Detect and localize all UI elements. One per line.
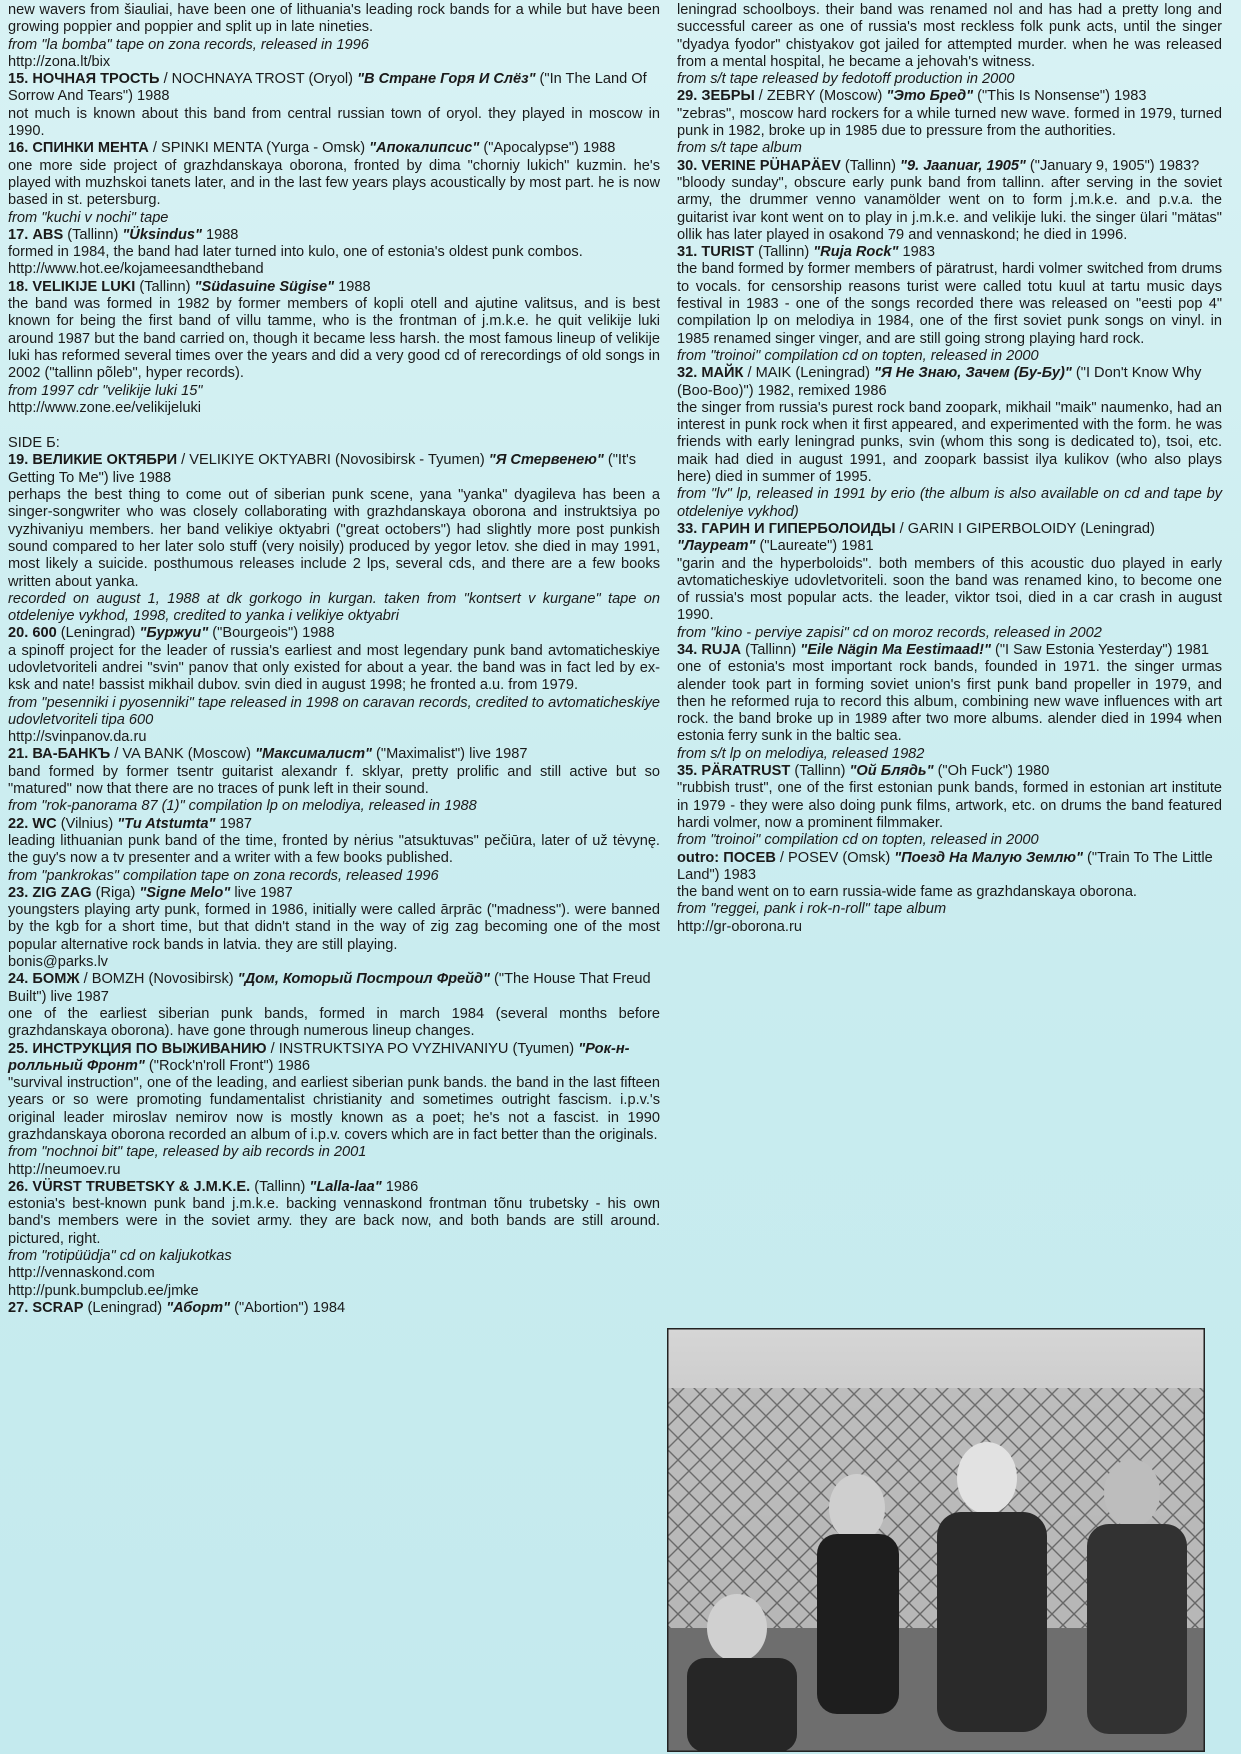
band-name: ИНСТРУКЦИЯ ПО ВЫЖИВАНИЮ [32,1040,267,1057]
track-source: from "pankrokas" compilation tape on zona records, released 1996 [8,867,439,884]
track-heading [8,227,660,244]
track-entry [8,435,660,452]
track-number: 34. [677,641,698,658]
song-title: "Буржуи" [139,625,209,642]
band-origin: (Tallinn) [840,157,901,174]
track-description: leningrad schoolboys. their band was renamed nol and has had a pretty long and successful career as one of russia's most reckless folk punk acts, until the singer "dyadya fyodor" chistyakov got jailed for attempted murder. when he was released from a mental hospital, he became a jehovah's witness. [677,2,1222,70]
track-entry [677,763,1222,849]
track-number: outro: [677,849,720,866]
band-name: WC [32,815,57,832]
track-number: 16. [8,140,29,157]
track-number: 15. [8,71,29,88]
band-origin: / NOCHNAYA TROST (Oryol) [159,71,358,88]
band-origin: / ZEBRY (Moscow) [754,88,887,105]
track-number: 21. [8,746,29,763]
song-translation: ("Apocalypse") 1988 [479,140,616,157]
track-heading [8,816,660,833]
band-name: НОЧНАЯ ТРОСТЬ [32,71,160,88]
band-origin: (Riga) [91,884,140,901]
band-name: ЗЕБРЫ [701,88,755,105]
track-source: from "troinoi" compilation cd on topten, released in 2000 [677,347,1039,364]
track-number: 23. [8,884,29,901]
band-origin: / MAIK (Leningrad) [743,365,875,382]
track-entry [8,452,660,625]
song-title: "9. Jaanuar, 1905" [900,157,1026,174]
track-entry [8,885,660,971]
band-name: SCRAP [32,1299,84,1316]
track-link[interactable]: http://www.hot.ee/kojameesandtheband [8,261,264,278]
track-entry [8,227,660,279]
track-entry [8,140,660,226]
track-description: new wavers from šiauliai, have been one of lithuania's leading rock bands for a while but have been growing poppier and poppier and split up in late nineties. [8,2,660,36]
track-source: from "troinoi" compilation cd on topten, released in 2000 [677,832,1039,849]
song-translation: 1988 [334,278,371,295]
side-heading: SIDE Б: [8,435,60,452]
track-source: from "reggei, pank i rok-n-roll" tape album [677,901,947,918]
track-description: youngsters playing arty punk, formed in 1986, initially were called ārprāc ("madness"). were banned by the kgb for a short time, but that didn't stand in the way of zig zag becoming one of the most popular alternative rock bands in latvia. they are still playing. [8,902,660,953]
track-heading [677,642,1222,659]
track-description: the singer from russia's purest rock band zoopark, mikhail "maik" naumenko, had an interest in punk rock when it first appeared, and experimented with the form. he was friends with early leningrad punks, svin (whom this song is dedicated to), tsoi, etc. maik had died in august 1991, and zoopark bassist ilya kulikov (who also plays here) died in summer of 1995. [677,399,1222,486]
song-translation: 1987 [215,815,252,832]
band-origin: (Leningrad) [56,625,140,642]
song-title: "Рок-н-ролльный Фронт" [8,1040,630,1074]
song-translation: ("I Don't Know Why (Boo-Boo)") 1982, remixed 1986 [677,365,1202,399]
track-source: from "kuchi v nochi" tape [8,209,169,226]
song-title: "Аборт" [166,1299,231,1316]
track-description: the band formed by former members of päratrust, hardi volmer switched from drums to vocals. for censorship reasons turist were called totu kuul at tartu music days festival in 1983 - one of the songs recorded there was released on "eesti pop 4" compilation lp on melodiya in 1984, one of the first soviet punk songs on vinyl. in 1985 renamed singer vinger, and are still going strong playing hard rock. [677,261,1222,347]
song-translation: ("The House That Freud Built") live 1987 [8,971,651,1005]
track-number: 29. [677,88,698,105]
track-description: leading lithuanian punk band of the time, fronted by nėrius "atsuktuvas" pečiūra, later of už tėvynę. the guy's now a tv presenter and a writer with a few books published. [8,832,660,867]
band-name: RUJA [701,641,742,658]
band-name: 600 [32,625,57,642]
track-description: formed in 1984, the band had later turned into kulo, one of estonia's oldest punk combos. [8,244,583,261]
song-translation: ("January 9, 1905") 1983? [1025,157,1200,174]
song-translation: ("Bourgeois") 1988 [208,625,335,642]
track-number: 31. [677,244,698,261]
song-translation: ("I Saw Estonia Yesterday") 1981 [990,641,1209,658]
song-translation: ("Train To The Little Land") 1983 [677,849,1213,883]
band-origin: (Tallinn) [754,244,814,261]
song-translation: ("Oh Fuck") 1980 [933,763,1050,780]
band-origin: / GARIN I GIPERBOLOIDY (Leningrad) [895,520,1155,537]
track-source: recorded on august 1, 1988 at dk gorkogo in kurgan. taken from "kontsert v kurgane" tape on otdeleniye vykhod, 1998, credited to yanka i velikiye oktyabri [8,590,660,625]
song-translation: 1988 [201,226,239,243]
track-entry [8,279,660,417]
band-origin: / VA BANK (Moscow) [110,746,256,763]
song-title: "Ой Блядь" [849,763,934,780]
track-description: perhaps the best thing to come out of siberian punk scene, yana "yanka" dyagileva has been a singer-songwriter who was closely collaborating with grazhdanskaya oborona and instruktsiya po vyzhivaniyu members. her band velikiye oktyabri ("great octobers") had slightly more post punkish sound compared to her later solo stuff (very noisily) produced by yegor letov. she died in may 1991, most likely a suicide. posthumous releases include 2 lps, several cds, and there are a few books written about yanka. [8,487,660,590]
track-heading [8,452,660,487]
band-name: ВЕЛИКИЕ ОКТЯБРИ [32,452,178,469]
track-heading [8,1179,660,1196]
track-source: from "kino - perviye zapisi" cd on moroz records, released in 2002 [677,624,1102,641]
band-name: VERINE PÜHAPÄEV [701,157,841,174]
track-heading [677,365,1222,400]
track-heading [677,158,1222,175]
track-source: from s/t lp on melodiya, released 1982 [677,745,925,762]
track-heading [8,1041,660,1076]
track-heading [8,140,660,157]
band-origin: (Tallinn) [63,226,123,243]
track-description: the band went on to earn russia-wide fame as grazhdanskaya oborona. [677,884,1137,901]
track-heading [677,244,1222,261]
song-title: "Üksindus" [122,226,202,243]
track-link[interactable]: http://neumoev.ru [8,1161,121,1178]
track-heading [8,279,660,296]
track-description: not much is known about this band from central russian town of oryol. they played in moscow in 1990. [8,105,660,140]
track-entry [8,1300,660,1317]
band-name: СПИНКИ МЕНТА [32,140,149,157]
band-origin: (Tallinn) [741,641,801,658]
track-description: one of the earliest siberian punk bands, formed in march 1984 (several months before grazhdanskaya oborona). have gone through numerous lineup changes. [8,1005,660,1040]
track-heading [8,885,660,902]
band-origin: / BOMZH (Novosibirsk) [79,971,238,988]
track-number: 30. [677,157,698,174]
band-photo [667,1328,1205,1752]
song-translation: live 1987 [230,884,293,901]
song-translation: ("This Is Nonsense") 1983 [973,88,1147,105]
track-entry [677,642,1222,763]
track-source: from "lv" lp, released in 1991 by erio (the album is also available on cd and tape by otdeleniye vykhod) [677,486,1222,520]
track-number: 17. [8,226,29,243]
track-link[interactable]: http://zona.lt/bix [8,53,111,70]
track-number: 20. [8,625,29,642]
band-name: VELIKIJE LUKI [32,278,136,295]
song-title: "Eile Nägin Ma Eestimaad!" [800,641,991,658]
track-number: 32. [677,365,698,382]
track-link[interactable]: http://gr-oborona.ru [677,918,802,935]
band-origin: (Tallinn) [135,278,195,295]
song-translation: ("In The Land Of Sorrow And Tears") 1988 [8,71,647,105]
track-source: from "la bomba" tape on zona records, released in 1996 [8,36,369,53]
track-heading [8,71,660,106]
track-number: 27. [8,1299,29,1316]
track-heading [8,971,660,1006]
band-name: PÄRATRUST [701,763,791,780]
track-entry [677,88,1222,157]
track-entry [8,746,660,815]
track-heading [8,746,660,763]
band-name: TURIST [701,244,755,261]
track-description: "rubbish trust", one of the first estonian punk bands, formed in estonian art institute in 1979 - they were also doing punk films, artwork, etc. on drums the band featured hardi volmer, now a prominent filmmaker. [677,780,1222,831]
song-title: "Максималист" [255,746,372,763]
track-number: 35. [677,763,698,780]
band-name: БОМЖ [32,971,80,988]
song-title: "Südasuine Sügise" [194,278,335,295]
track-number: 18. [8,278,29,295]
track-description: "garin and the hyperboloids". both members of this acoustic duo played in early avtomaticheskiye udovletvoriteli. soon the band was renamed kino, to become one of russia's most popular acts. the leader, viktor tsoi, died in a car crash in august 1990. [677,555,1222,624]
song-title: "Signe Melo" [139,884,231,901]
song-title: "Это Бред" [886,88,974,105]
track-source: from "nochnoi bit" tape, released by aib records in 2001 [8,1144,367,1161]
band-origin: (Leningrad) [83,1299,167,1316]
band-origin: / SPINKI MENTA (Yurga - Omsk) [148,140,370,157]
song-title: "Lalla-laa" [309,1178,382,1195]
track-heading [677,850,1222,885]
band-name: ZIG ZAG [32,884,92,901]
track-link[interactable]: http://www.zone.ee/velikijeluki [8,399,202,416]
band-name: VÜRST TRUBETSKY & J.M.K.E. [32,1178,251,1195]
track-number: 25. [8,1040,29,1057]
track-description: "survival instruction", one of the leading, and earliest siberian punk bands. the band in the last fifteen years or so were promoting fundamentalist christianity and sometimes outright fascism. i.p.v.'s original leader miroslav nemirov now is mostly known as a poet; he's not a fascist. in 1990 grazhdanskaya oborona recorded an album of i.p.v. covers which are in fact better than the originals. [8,1075,660,1143]
band-origin: (Vilnius) [56,815,118,832]
track-description: one of estonia's most important rock bands, founded in 1971. the singer urmas alender took part in forming soviet union's first punk band propeller in 1979, and then he reformed ruja to record this album, combining new wave influences with art rock. the band broke up in 1989 after two more albums. alender died in 1994 when estonia ferry sunk in the baltic sea. [677,659,1222,745]
track-entry [677,244,1222,365]
track-description: estonia's best-known punk band j.m.k.e. backing vennaskond frontman tõnu trubetsky - his own band's members were in the soviet army. they are back now, and both bands are still around. pictured, right. [8,1196,660,1247]
band-name: МАЙК [701,365,744,382]
song-title: "Tu Atstumta" [117,815,216,832]
track-entry [677,850,1222,936]
track-entry [8,816,660,885]
track-source: from s/t tape album [677,140,802,157]
track-source: from "pesenniki i pyosenniki" tape released in 1998 on caravan records, credited to avtomaticheskiye udovletvoriteli tipa 600 [8,694,660,728]
band-name: ГАРИН И ГИПЕРБОЛОИДЫ [701,520,896,537]
track-source: from s/t tape released by fedotoff production in 2000 [677,71,1015,88]
song-title: "Апокалипсис" [369,140,480,157]
track-entry [8,971,660,1040]
song-translation: 1986 [381,1178,419,1195]
track-link[interactable]: http://svinpanov.da.ru [8,729,147,746]
song-translation: 1983 [898,244,936,261]
track-entry [677,2,1222,88]
band-name: ПОСЕВ [723,849,776,866]
song-translation: ("Abortion") 1984 [230,1299,346,1316]
song-title: "Лауреат" [677,538,756,555]
track-heading [677,88,1222,105]
band-origin: (Tallinn) [250,1178,310,1195]
track-description: a spinoff project for the leader of russia's earliest and most legendary punk band avtomaticheskiye udovletvoriteli andrei "svin" panov that only existed for about a year. the band was in fact led by ex-ksk and nate! bassist mikhail dubov. svin died in august 1998; he fronted a.u. from 1979. [8,642,660,694]
band-photo-image [667,1328,1205,1752]
song-translation: ("Rock'n'roll Front") 1986 [144,1057,311,1074]
track-link[interactable]: http://punk.bumpclub.ee/jmke [8,1282,199,1299]
track-entry [8,1041,660,1179]
left-column [8,2,660,1317]
song-title: "Поезд На Малую Землю" [894,849,1083,866]
band-origin: / VELIKIYE OKTYABRI (Novosibirsk - Tyumen) [177,452,489,469]
track-entry [8,71,660,140]
song-translation: ("Maximalist") live 1987 [371,746,528,763]
track-link[interactable]: http://vennaskond.com [8,1265,155,1282]
song-title: "В Стране Горя И Слёз" [357,71,536,88]
track-entry [677,521,1222,642]
track-source: from "rotipüüdja" cd on kaljukotkas [8,1248,232,1265]
song-translation: ("It's Getting To Me") live 1988 [8,452,637,486]
track-number: 19. [8,452,29,469]
track-number: 22. [8,815,29,832]
band-name: ВА-БАНКЪ [32,746,111,763]
track-heading [677,763,1222,780]
track-number: 26. [8,1178,29,1195]
track-source: from 1997 cdr "velikije luki 15" [8,382,203,399]
track-description: the band was formed in 1982 by former members of kopli otell and ajutine valitsus, and is best known for being the first band of villu tamme, who is the frontman of j.m.k.e. he quit velikije luki around 1987 but the band carried on, though it became less harsh. the most famous lineup of velikije luki has reformed several times over the years and did a very good cd of rerecordings of old songs in 2002 ("tallinn põleb", hyper records). [8,296,660,382]
track-source: from "rok-panorama 87 (1)" compilation lp on melodiya, released in 1988 [8,798,477,815]
track-entry [8,2,660,71]
track-entry [677,365,1222,521]
track-heading [8,1300,660,1317]
track-heading [677,521,1222,556]
track-description: "bloody sunday", obscure early punk band from tallinn. after serving in the soviet army, the drummer venno vanamölder went on to form j.m.k.e. and p.v.a. the guitarist ivar kont went on to play in j.m.k.e. and velikije luki. the singer ülari "mätas" ollik has later played in osakond 79 and vennaskond; he died in 1996. [677,174,1222,243]
track-entry [8,625,660,746]
band-origin: (Tallinn) [790,763,850,780]
song-title: "Дом, Который Построил Фрейд" [237,971,490,988]
track-number: 33. [677,520,698,537]
track-description: "zebras", moscow hard rockers for a while turned new wave. formed in 1979, turned punk in 1982, broke up in 1985 due to pressure from the authorities. [677,105,1222,140]
track-heading [8,625,660,642]
song-title: "Ruja Rock" [813,244,899,261]
track-link[interactable]: bonis@parks.lv [8,954,108,971]
track-description: band formed by former tsentr guitarist alexandr f. sklyar, pretty prolific and still active but so "matured" now that there are no traces of punk left in their sound. [8,763,660,798]
song-title: "Я Не Знаю, Зачем (Бу-Бу)" [874,365,1072,382]
track-number: 24. [8,971,29,988]
track-description: one more side project of grazhdanskaya oborona, fronted by dima "chorniy lukich" kuzmin. he's played with muzhskoi tanets later, and in the last few years plays acoustically by most part. he is now based in st. petersburg. [8,157,660,209]
song-title: "Я Стервенею" [488,452,604,469]
band-origin: / INSTRUKTSIYA PO VYZHIVANIYU (Tyumen) [266,1040,579,1057]
band-name: ABS [32,226,64,243]
right-column [677,2,1222,936]
track-entry [8,1179,660,1300]
track-entry [677,158,1222,244]
band-origin: / POSEV (Omsk) [775,849,895,866]
song-translation: ("Laureate") 1981 [755,538,874,555]
